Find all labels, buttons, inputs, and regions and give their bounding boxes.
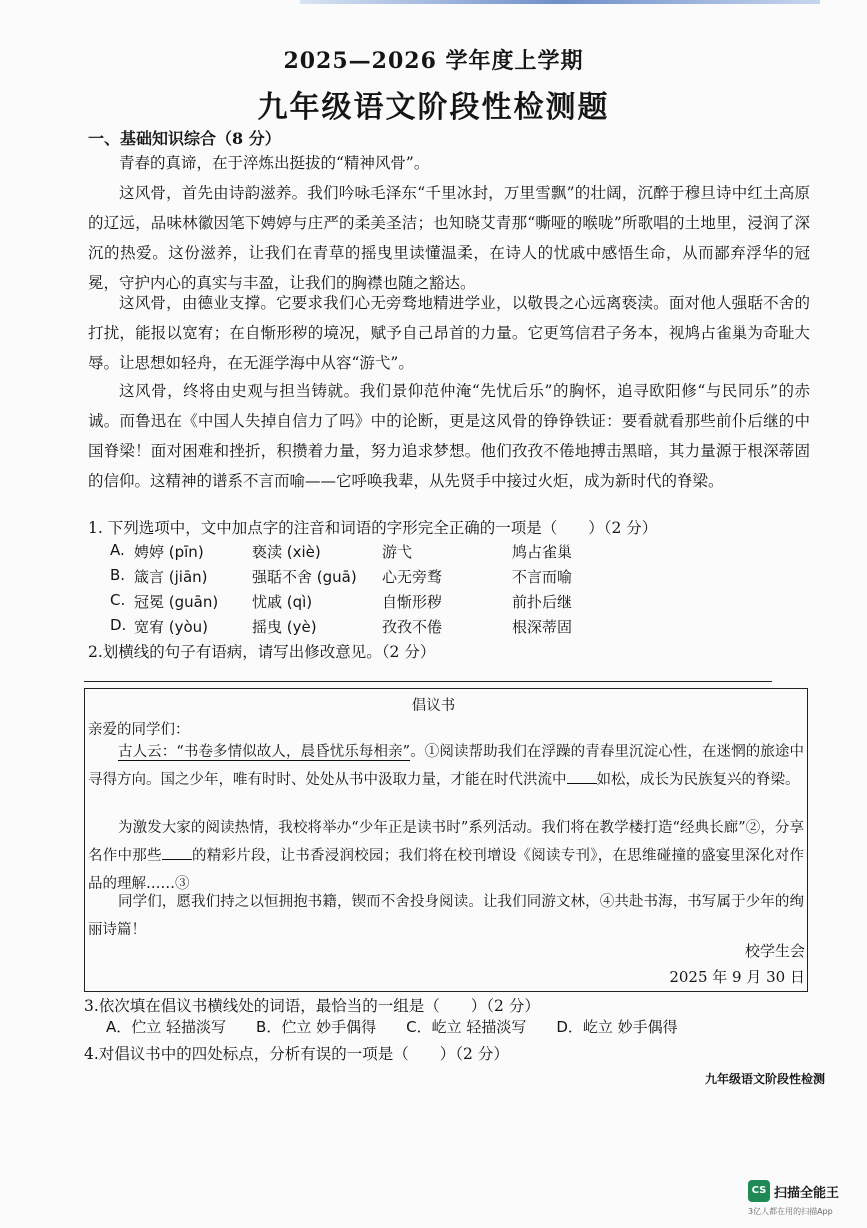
- q1-option-b-word4: 不言而喻: [512, 568, 573, 586]
- proposal-p2-end: 的精彩片段，让书香浸润校园；我们将在校刊增设《阅读专刊》，在思维碰撞的盛宴里深化对作品的理解……③: [88, 848, 804, 892]
- q1-option-c-word4: 前扑后继: [512, 593, 573, 611]
- intro-paragraph: 青春的真谛，在于淬炼出挺拔的“精神风骨”。: [119, 154, 430, 172]
- paragraph-history: 这风骨，终将由史观与担当铸就。我们景仰范仲淹“先忧后乐”的胸怀，追寻欧阳修“与民同乐”的赤诚。而鲁迅在《中国人失掉自信力了吗》中的论断，更是这风骨的铮铮铁证：要看就看那些前仆后继的中国脊梁！面对困难和挫折，积攒着力量，努力追求梦想。他们孜孜不倦地搏击黑暗，其力量源于根深蒂固的信仰。这精神的谱系不言而喻——它呼唤我辈，从先贤手中接过火炬，成为新时代的脊梁。: [88, 382, 810, 490]
- proposal-paragraph-2: [88, 814, 804, 898]
- question-2-stem: 2.划横线的句子有语病，请写出修改意见。（2 分）: [88, 643, 436, 661]
- q1-option-b-label: B.: [110, 566, 126, 584]
- q1-option-a-word1: 娉婷 (pīn): [134, 543, 204, 561]
- paragraph-poetry: 这风骨，首先由诗韵滋养。我们吟咏毛泽东“千里冰封，万里雪飘”的壮阔，沉醉于穆旦诗中红土高原的辽远，品味林徽因笔下娉婷与庄严的柔美圣洁；也知晓艾青那“嘶哑的喉咙”所歌唱的土地里，浸润了深沉的热爱。这份滋养，让我们在青草的摇曳里读懂温柔，在诗人的忧戚中感悟生命，从而鄙弃浮华的冠冕，守护内心的真实与丰盈，让我们的胸襟也随之豁达。: [88, 184, 810, 292]
- page-footer: 九年级语文阶段性检测: [704, 1072, 825, 1086]
- scanner-tagline: 3亿人都在用的扫描App: [748, 1207, 833, 1216]
- q1-option-d-label: D.: [110, 616, 127, 634]
- proposal-greeting: 亲爱的同学们：: [88, 722, 190, 738]
- question-4-stem: 4.对倡议书中的四处标点，分析有误的一项是（ ）（2 分）: [84, 1045, 509, 1063]
- proposal-p1-body: 。①阅读帮助我们在浮躁的青春里沉淀心性，在迷惘的旅途中寻得方向。国之少年，唯有时时、处处从书中汲取力量，才能在时代洪流中: [88, 744, 805, 788]
- scanner-watermark: [748, 1180, 858, 1220]
- q1-option-b-word2: 强聒不舍 (guā): [252, 568, 357, 586]
- blank-2: [162, 847, 192, 860]
- q1-option-a-label: A.: [110, 541, 125, 559]
- q1-option-b-word3: 心无旁骛: [382, 568, 443, 586]
- q1-option-a-word2: 亵渎 (xiè): [252, 543, 321, 561]
- exam-year-line: 2025—2026 学年度上学期: [283, 48, 584, 74]
- proposal-title: 倡议书: [411, 698, 456, 714]
- proposal-paragraph-3: 同学们，愿我们持之以恒拥抱书籍，锲而不舍投身阅读。让我们同游文林，④共赴书海，书写属于少年的绚丽诗篇！: [88, 894, 804, 938]
- q1-option-c-word2: 忧戚 (qì): [252, 593, 313, 611]
- q1-option-d-word3: 孜孜不倦: [382, 618, 443, 636]
- question-3-stem: 3.依次填在倡议书横线处的词语，最恰当的一组是（ ）（2 分）: [84, 997, 540, 1015]
- proposal-p1-quote: 古人云：“书卷多情似故人，晨昏忧乐每相亲”: [118, 744, 411, 760]
- paragraph-virtue: 这风骨，由德业支撑。它要求我们心无旁骛地精进学业，以敬畏之心远离亵渎。面对他人强聒不舍的打扰，能报以宽宥；在自惭形秽的境况，赋予自己昂首的力量。它更笃信君子务本，视鸠占雀巢为奇耻大辱。让思想如轻舟，在无涯学海中从容“游弋”。: [88, 294, 810, 372]
- question-1-stem: 1. 下列选项中，文中加点字的注音和词语的字形完全正确的一项是（ ）（2 分）: [88, 519, 658, 537]
- q1-option-d-word1: 宽宥 (yòu): [134, 618, 209, 636]
- divider-line: [84, 681, 772, 682]
- q1-option-a-word3: 游弋: [382, 543, 413, 561]
- q1-option-b-word1: 箴言 (jiān): [134, 568, 208, 586]
- section-heading: 一、基础知识综合（8 分）: [88, 129, 281, 148]
- proposal-signer: 校学生会: [744, 942, 805, 960]
- proposal-p1-end: 如松，成长为民族复兴的脊梁。: [596, 772, 800, 788]
- proposal-paragraph-1: [88, 738, 804, 794]
- q1-option-a-word4: 鸠占雀巢: [512, 543, 573, 561]
- q1-option-d-word2: 摇曳 (yè): [252, 618, 317, 636]
- proposal-date: 2025 年 9 月 30 日: [669, 968, 805, 986]
- scan-edge-bar: [300, 0, 820, 4]
- scanner-logo-icon: CS: [748, 1180, 770, 1202]
- exam-title: 九年级语文阶段性检测题: [257, 90, 610, 125]
- blank-1: [567, 771, 597, 784]
- proposal-p2-start: 为激发大家的阅读热情，我校将举办“少年正是读书时”系列活动。我们将在教学楼打造“经典长廊”②，分享名作中那些: [88, 820, 804, 864]
- q1-option-c-word1: 冠冕 (guān): [134, 593, 219, 611]
- q1-option-d-word4: 根深蒂固: [512, 618, 573, 636]
- question-3-options: A．伫立 轻描淡写 B．伫立 妙手偶得 C．屹立 轻描淡写 D．屹立 妙手偶得: [106, 1018, 678, 1036]
- q1-option-c-label: C.: [110, 591, 126, 609]
- q1-option-c-word3: 自惭形秽: [382, 593, 443, 611]
- scanner-app-name: 扫描全能王: [774, 1186, 840, 1201]
